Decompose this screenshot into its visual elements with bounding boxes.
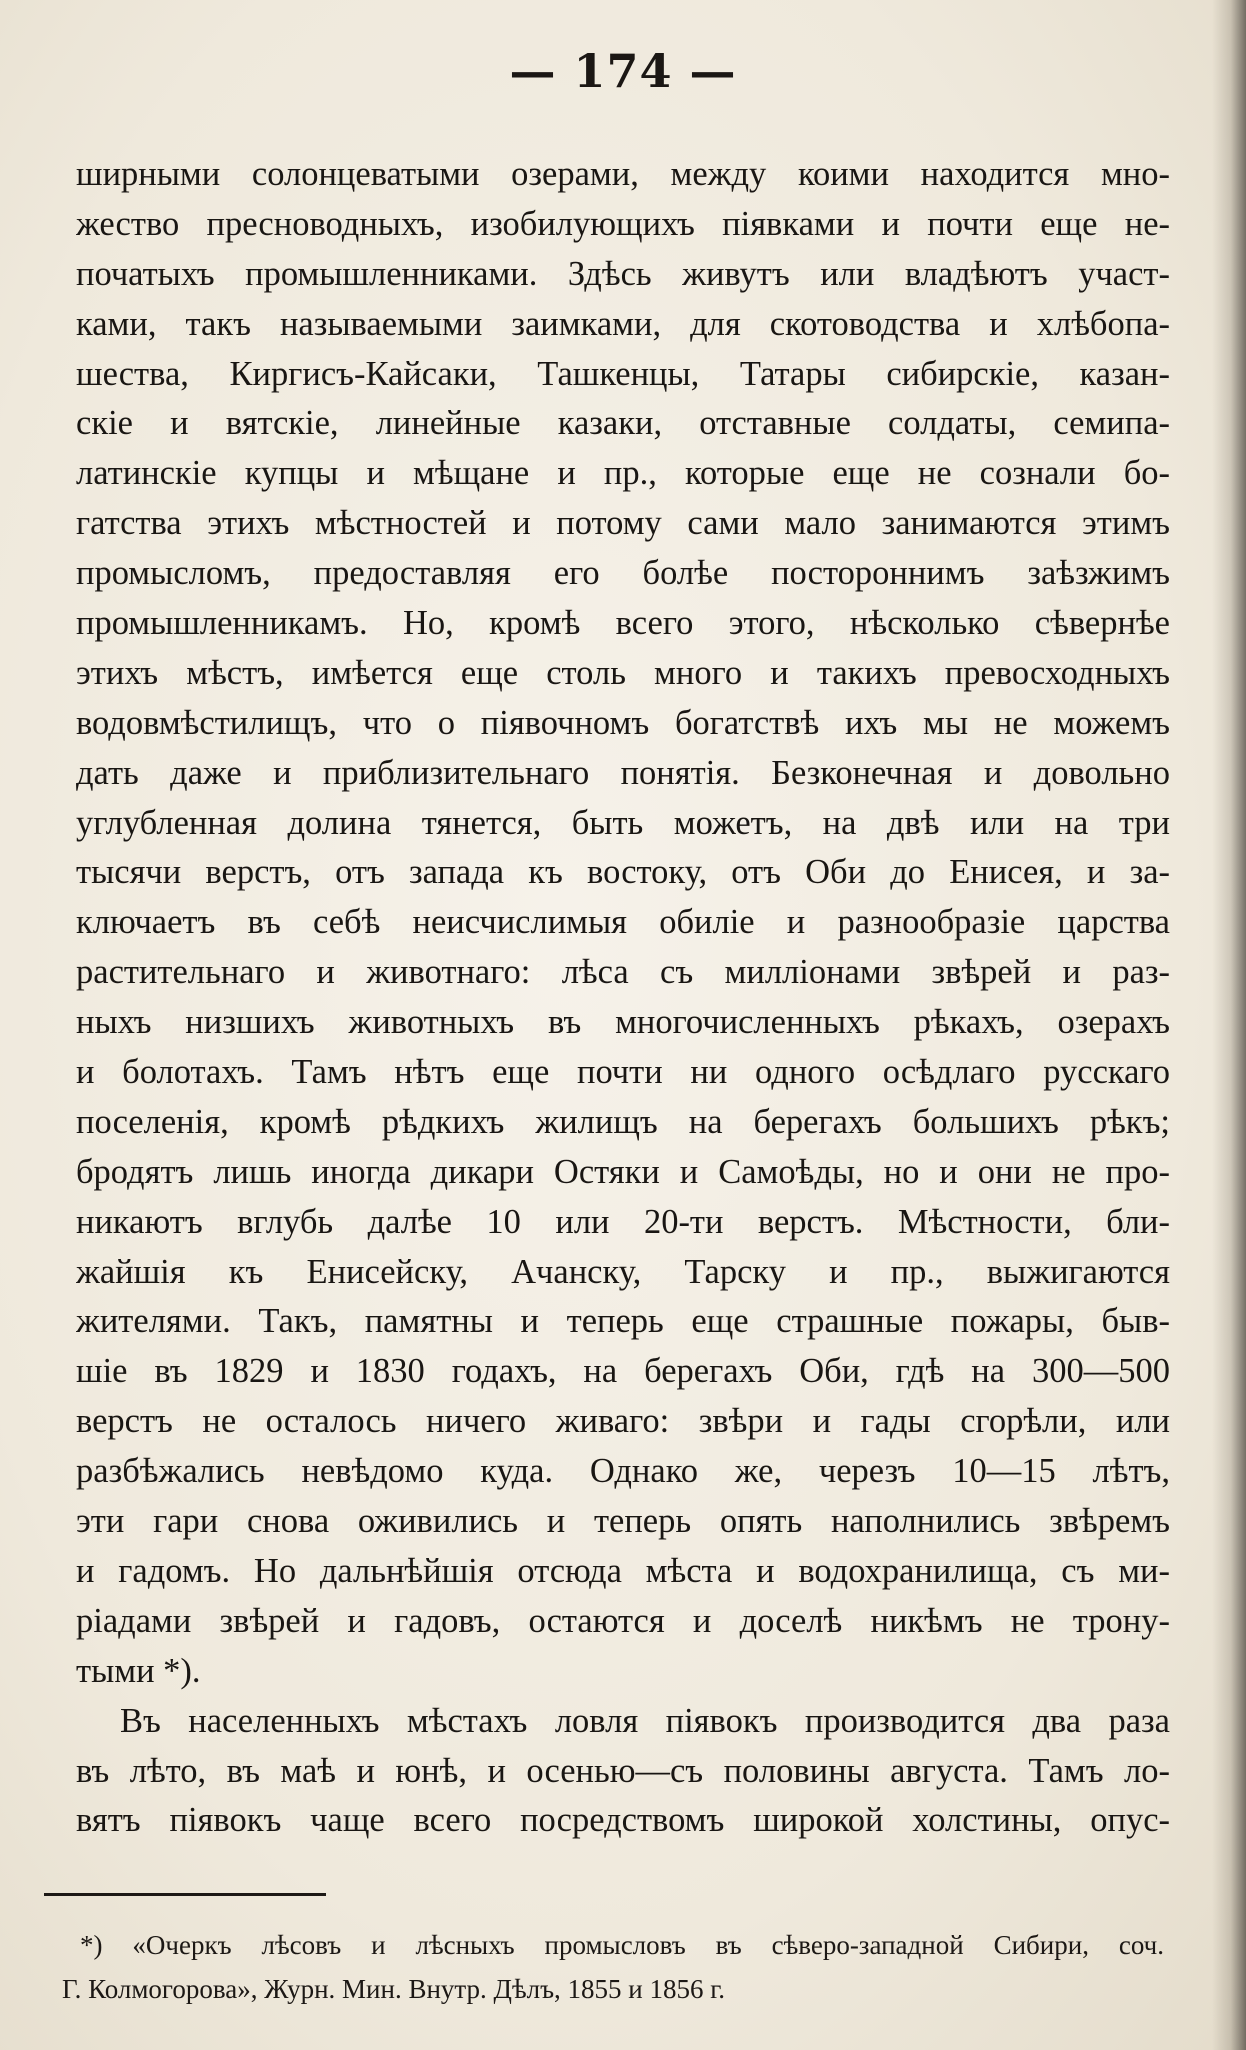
page-number: — 174 — [509, 44, 737, 98]
footnote-line: *) «Очеркъ лѣсовъ и лѣсныхъ промысловъ въ сѣверо-западной Сибири, соч. [80, 1930, 1164, 1960]
text-line: початыхъ промышленниками. Здѣсь живутъ или владѣютъ участ- [76, 254, 1170, 293]
text-line: водовмѣстилищъ, что о пiявочномъ богатствѣ ихъ мы не можемъ [76, 703, 1170, 742]
text-line: жайшiя къ Енисейску, Ачанску, Тарску и пр., выжигаются [76, 1252, 1170, 1291]
footnote-divider [44, 1893, 326, 1896]
footnote-line: Г. Колмогорова», Журн. Мин. Внутр. Дѣлъ, 1855 и 1856 г. [62, 1974, 726, 2004]
text-line: жителями. Такъ, памятны и теперь еще страшные пожары, быв- [76, 1302, 1170, 1341]
text-line: и болотахъ. Тамъ нѣтъ еще почти ни одного осѣдлаго русскаго [76, 1053, 1170, 1092]
text-line: и гадомъ. Но дальнѣйшiя отсюда мѣста и водохранилища, съ ми- [76, 1551, 1170, 1590]
text-line: ширными солонцеватыми озерами, между коими находится мно- [76, 155, 1170, 193]
text-line: рiадами звѣрей и гадовъ, остаются и доселѣ никѣмъ не трону- [76, 1601, 1170, 1640]
page-edge-shadow [1212, 0, 1246, 2050]
text-line: латинскiе купцы и мѣщане и пр., которые еще не сознали бо- [76, 454, 1170, 493]
text-line: дать даже и приблизительнаго понятiя. Безконечная и довольно [76, 753, 1170, 792]
text-line: растительнаго и животнаго: лѣса съ миллiонами звѣрей и раз- [76, 953, 1170, 992]
text-line: ками, такъ называемыми заимками, для скотоводства и хлѣбопа- [76, 304, 1170, 343]
text-line: этихъ мѣстъ, имѣется еще столь много и такихъ превосходныхъ [76, 653, 1170, 692]
text-line: поселенiя, кромѣ рѣдкихъ жилищъ на берегахъ большихъ рѣкъ; [76, 1102, 1170, 1141]
text-line: тысячи верстъ, отъ запада къ востоку, отъ Оби до Енисея, и за- [76, 853, 1170, 892]
text-line: ключаетъ въ себѣ неисчислимыя обилiе и разнообразiе царства [76, 903, 1170, 942]
text-line: разбѣжались невѣдомо куда. Однако же, черезъ 10—15 лѣтъ, [76, 1452, 1170, 1491]
text-line-paragraph-end: тыми *). [76, 1651, 201, 1690]
footnote [62, 1923, 1164, 2011]
body-text [76, 150, 1170, 1846]
text-line: шества, Киргисъ-Кайсаки, Ташкенцы, Татары сибирскiе, казан- [76, 354, 1170, 393]
text-line: скiе и вятскiе, линейные казаки, отставные солдаты, семипа- [76, 404, 1170, 443]
text-line: эти гари снова оживились и теперь опять наполнились звѣремъ [76, 1502, 1170, 1541]
text-line: гатства этихъ мѣстностей и потому сами мало занимаются этимъ [76, 504, 1170, 543]
text-line: промысломъ, предоставляя его болѣе постороннимъ заѣзжимъ [76, 554, 1170, 593]
text-line: ныхъ низшихъ животныхъ въ многочисленныхъ рѣкахъ, озерахъ [76, 1003, 1170, 1042]
text-line: верстъ не осталось ничего живаго: звѣри и гады сгорѣли, или [76, 1402, 1170, 1441]
text-line-paragraph-start: Въ населенныхъ мѣстахъ ловля пiявокъ производится два раза [120, 1701, 1170, 1740]
text-line: промышленникамъ. Но, кромѣ всего этого, нѣсколько сѣвернѣе [76, 604, 1170, 643]
text-line: углубленная долина тянется, быть можетъ, на двѣ или на три [76, 803, 1170, 842]
text-line: никаютъ вглубь далѣе 10 или 20-ти верстъ. Мѣстности, бли- [76, 1202, 1170, 1241]
text-line: въ лѣто, въ маѣ и юнѣ, и осенью—съ половины августа. Тамъ ло- [76, 1751, 1170, 1790]
text-line: шiе въ 1829 и 1830 годахъ, на берегахъ Оби, гдѣ на 300—500 [76, 1352, 1170, 1391]
text-line: бродятъ лишь иногда дикари Остяки и Самоѣды, но и они не про- [76, 1152, 1170, 1191]
text-line: вятъ пiявокъ чаще всего посредствомъ широкой холстины, опус- [76, 1801, 1170, 1840]
text-line: жество пресноводныхъ, изобилующихъ пiявками и почти еще не- [76, 204, 1170, 243]
